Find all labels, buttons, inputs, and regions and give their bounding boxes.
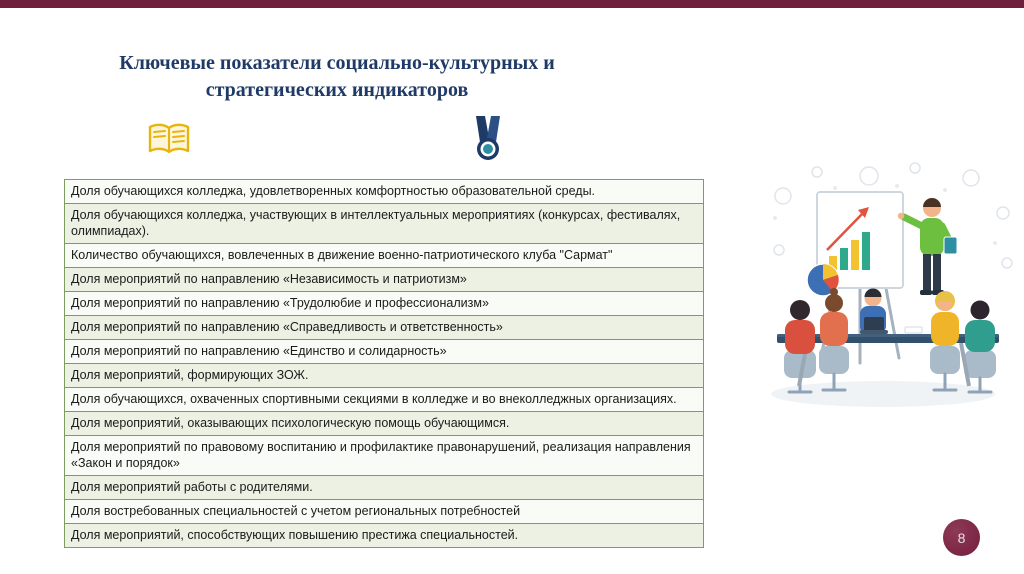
laptop (860, 317, 888, 334)
table-row: Доля мероприятий по направлению «Справедливость и ответственность» (65, 316, 703, 340)
indicators-table (64, 179, 704, 548)
medal-icon (472, 116, 504, 164)
table-row: Количество обучающихся, вовлеченных в движение военно-патриотического клуба "Сармат" (65, 244, 703, 268)
table-row: Доля обучающихся, охваченных спортивными секциями в колледже и во внеколледжных организациях. (65, 388, 703, 412)
table-row: Доля востребованных специальностей с учетом региональных потребностей (65, 500, 703, 524)
table-row: Доля мероприятий по направлению «Единство и солидарность» (65, 340, 703, 364)
page-number: 8 (957, 529, 966, 546)
table-row: Доля мероприятий по правовому воспитанию и профилактике правонарушений, реализация направления «Закон и порядок» (65, 436, 703, 476)
table-row: Доля обучающихся колледжа, удовлетворенных комфортностью образовательной среды. (65, 180, 703, 204)
page-title: Ключевые показатели социально-культурных и стратегических индикаторов (119, 52, 555, 101)
table-row: Доля обучающихся колледжа, участвующих в интеллектуальных мероприятиях (конкурсах, фестивалях, олимпиадах). (65, 204, 703, 244)
seated-people (785, 288, 995, 354)
table-row: Доля мероприятий, способствующих повышению престижа специальностей. (65, 524, 703, 548)
top-accent-bar (0, 0, 1024, 8)
paper (905, 327, 922, 333)
page-number-badge (943, 519, 980, 556)
table-row: Доля мероприятий работы с родителями. (65, 476, 703, 500)
table-row: Доля мероприятий по направлению «Независимость и патриотизм» (65, 268, 703, 292)
table-row: Доля мероприятий по направлению «Трудолюбие и профессионализм» (65, 292, 703, 316)
open-book-icon (146, 122, 192, 158)
presenter-figure (898, 198, 957, 295)
meeting-illustration (765, 158, 1020, 430)
table-row: Доля мероприятий, оказывающих психологическую помощь обучающимся. (65, 412, 703, 436)
table-row: Доля мероприятий, формирующих ЗОЖ. (65, 364, 703, 388)
